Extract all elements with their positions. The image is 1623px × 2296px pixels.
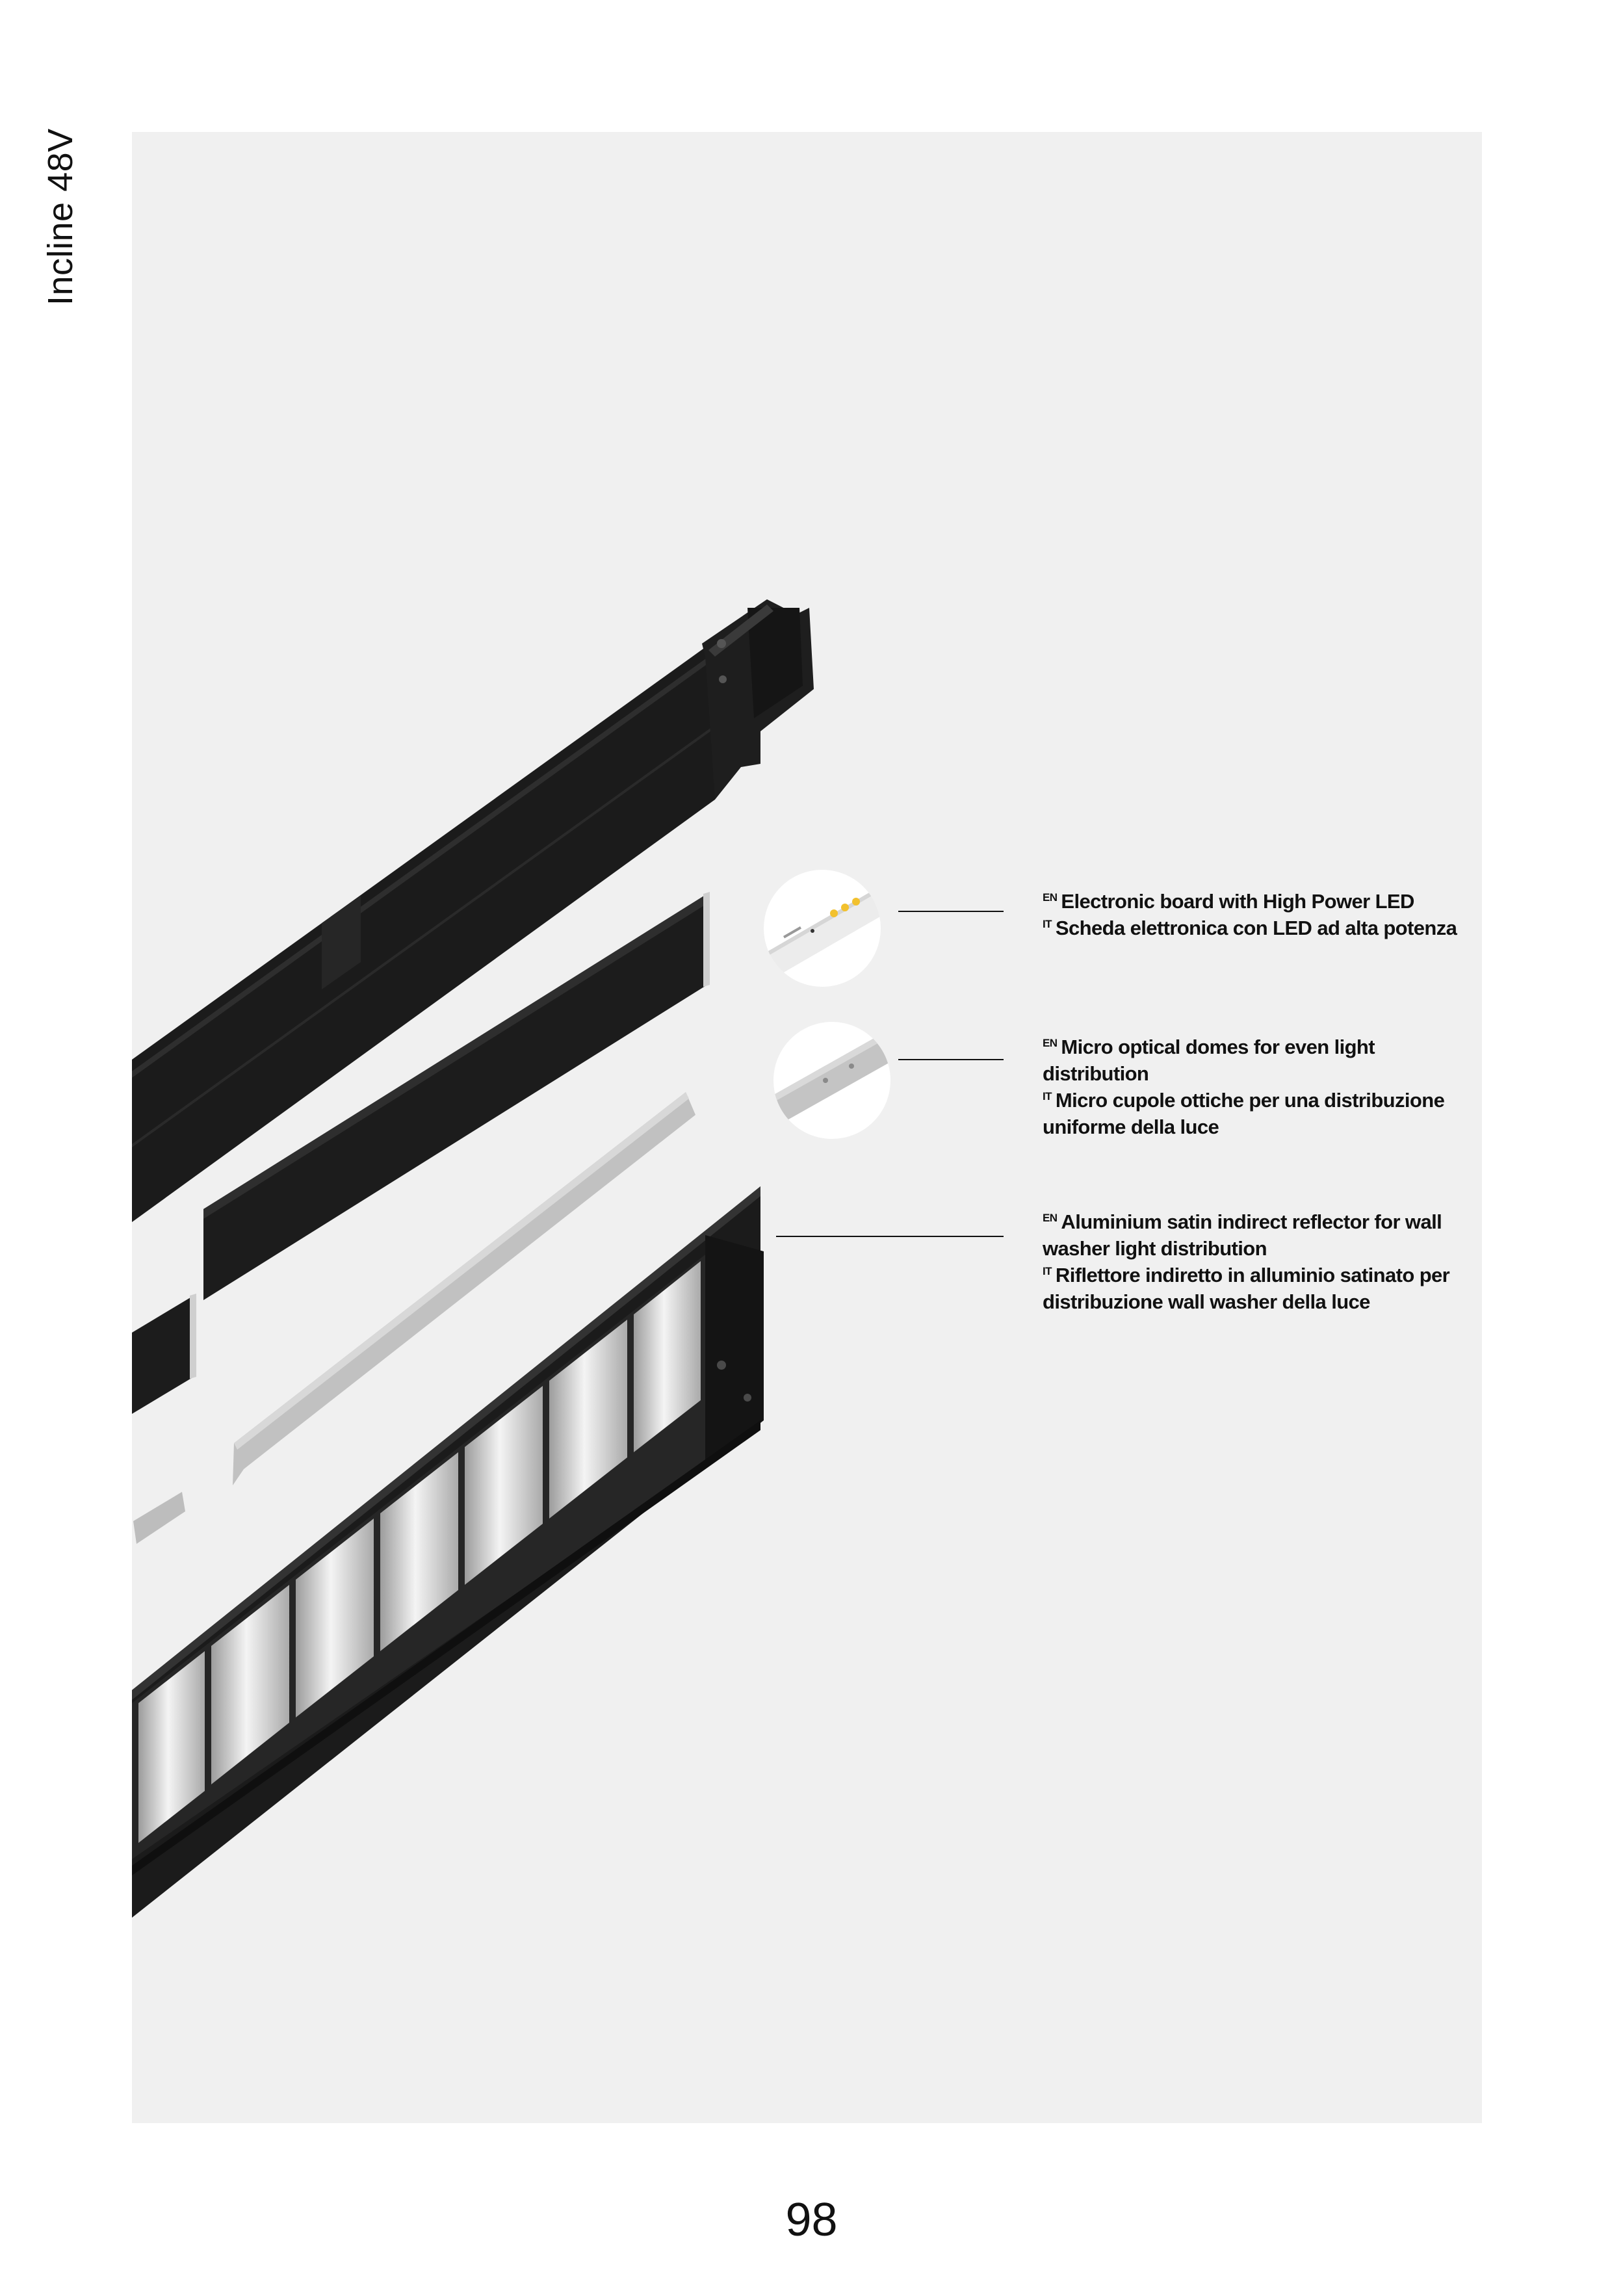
language-tag-it: IT	[1043, 917, 1052, 930]
callout-en-text: $^{EN}$ Electronic board with High Power LED	[1043, 890, 1414, 913]
reflector-cells	[138, 1261, 701, 1843]
callout-it-text: $^{IT}$ Scheda elettronica con LED ad alta potenza	[1043, 917, 1457, 939]
language-tag-it: IT	[1043, 1264, 1052, 1277]
callout-led-board	[1043, 888, 1478, 941]
language-tag-en: EN	[1043, 1036, 1058, 1049]
optical-domes-detail-icon	[767, 1022, 897, 1139]
led-board-detail-icon	[760, 870, 897, 987]
callout-it-text: $^{IT}$ Riflettore indiretto in alluminio satinato per distribuzione wall washer della luce	[1043, 1264, 1450, 1313]
callout-it-text: $^{IT}$ Micro cupole ottiche per una distribuzione uniforme della luce	[1043, 1089, 1445, 1138]
page-number: 98	[785, 2194, 838, 2246]
side-title: Incline 48V	[41, 128, 80, 306]
language-tag-it: IT	[1043, 1089, 1052, 1102]
callout-optical-domes	[1043, 1034, 1478, 1140]
callout-en-text: $^{EN}$ Aluminium satin indirect reflector for wall washer light distribution	[1043, 1210, 1442, 1260]
callout-en-text: $^{EN}$ Micro optical domes for even light distribution	[1043, 1036, 1375, 1085]
language-tag-en: EN	[1043, 891, 1058, 904]
language-tag-en: EN	[1043, 1211, 1058, 1224]
callout-reflector	[1043, 1208, 1478, 1315]
